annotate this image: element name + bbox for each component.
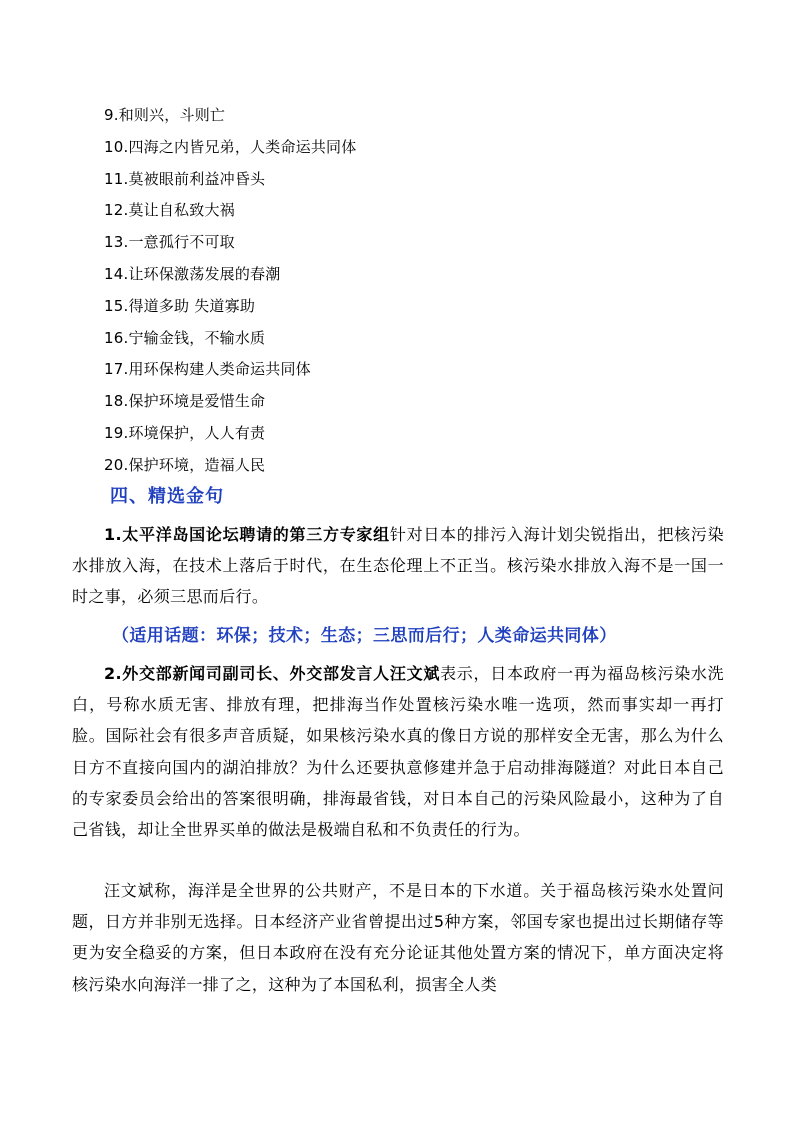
quote-text: 表示，日本政府一再为福岛核污染水洗白，号称水质无害、排放有理，把排海当作处置核污染水唯一选项，然而事实却一再打脸。国际社会有很多声音质疑，如果核污染水真的像日方说的那样安全无害，那么为什么日方不直接向国内的湖泊排放？为什么还要执意修建并急于启动排海隧道？对此日本自己的专家委员会给出的答案很明确，排海最省钱，对日本自己的污染风险最小，这种为了自己省钱，却让全世界买单的做法是极端自私和不负责任的行为。 bbox=[72, 664, 725, 840]
list-item: 17.用环保构建人类命运共同体 bbox=[104, 360, 311, 379]
list-item: 13.一意孤行不可取 bbox=[104, 233, 235, 252]
quote-source: 1.太平洋岛国论坛聘请的第三方专家组 bbox=[104, 525, 390, 544]
quote-source: 2.外交部新闻司副司长、外交部发言人汪文斌 bbox=[104, 664, 441, 683]
applicable-topics: （适用话题：环保；技术；生态；三思而后行；人类命运共同体） bbox=[112, 626, 617, 646]
list-item: 15.得道多助 失道寡助 bbox=[104, 296, 256, 315]
list-item: 12.莫让自私致大祸 bbox=[104, 201, 235, 220]
list-item: 20.保护环境，造福人民 bbox=[104, 455, 266, 474]
body-paragraph: 汪文斌称，海洋是全世界的公共财产，不是日本的下水道。关于福岛核污染水处置问题，日方并非别无选择。日本经济产业省曾提出过5种方案，邻国专家也提出过长期储存等更为安全稳妥的方案，但日本政府在没有充分论证其他处置方案的情况下，单方面决定将核污染水向海洋一排了之，这种为了本国私利，损害全人类 bbox=[72, 881, 724, 994]
quote-text: 针对日本的排污入海计划尖锐指出，把核污染水排放入海，在技术上落后于时代，在生态伦理上不正当。核污染水排放入海不是一国一时之事，必须三思而后行。 bbox=[72, 525, 724, 607]
list-item: 11.莫被眼前利益冲昏头 bbox=[104, 169, 266, 188]
list-item: 16.宁输金钱，不输水质 bbox=[104, 328, 266, 347]
slogan-list bbox=[104, 100, 356, 482]
quote-paragraph-2 bbox=[72, 658, 724, 845]
list-item: 19.环境保护，人人有责 bbox=[104, 423, 266, 442]
list-item: 18.保护环境是爱惜生命 bbox=[104, 392, 266, 411]
quote-paragraph-1 bbox=[72, 519, 724, 613]
list-item: 9.和则兴，斗则亡 bbox=[104, 106, 226, 124]
list-item: 10.四海之内皆兄弟，人类命运共同体 bbox=[104, 137, 357, 156]
list-item: 14.让环保激荡发展的春潮 bbox=[104, 264, 281, 283]
section-heading: 四、精选金句 bbox=[110, 486, 224, 507]
